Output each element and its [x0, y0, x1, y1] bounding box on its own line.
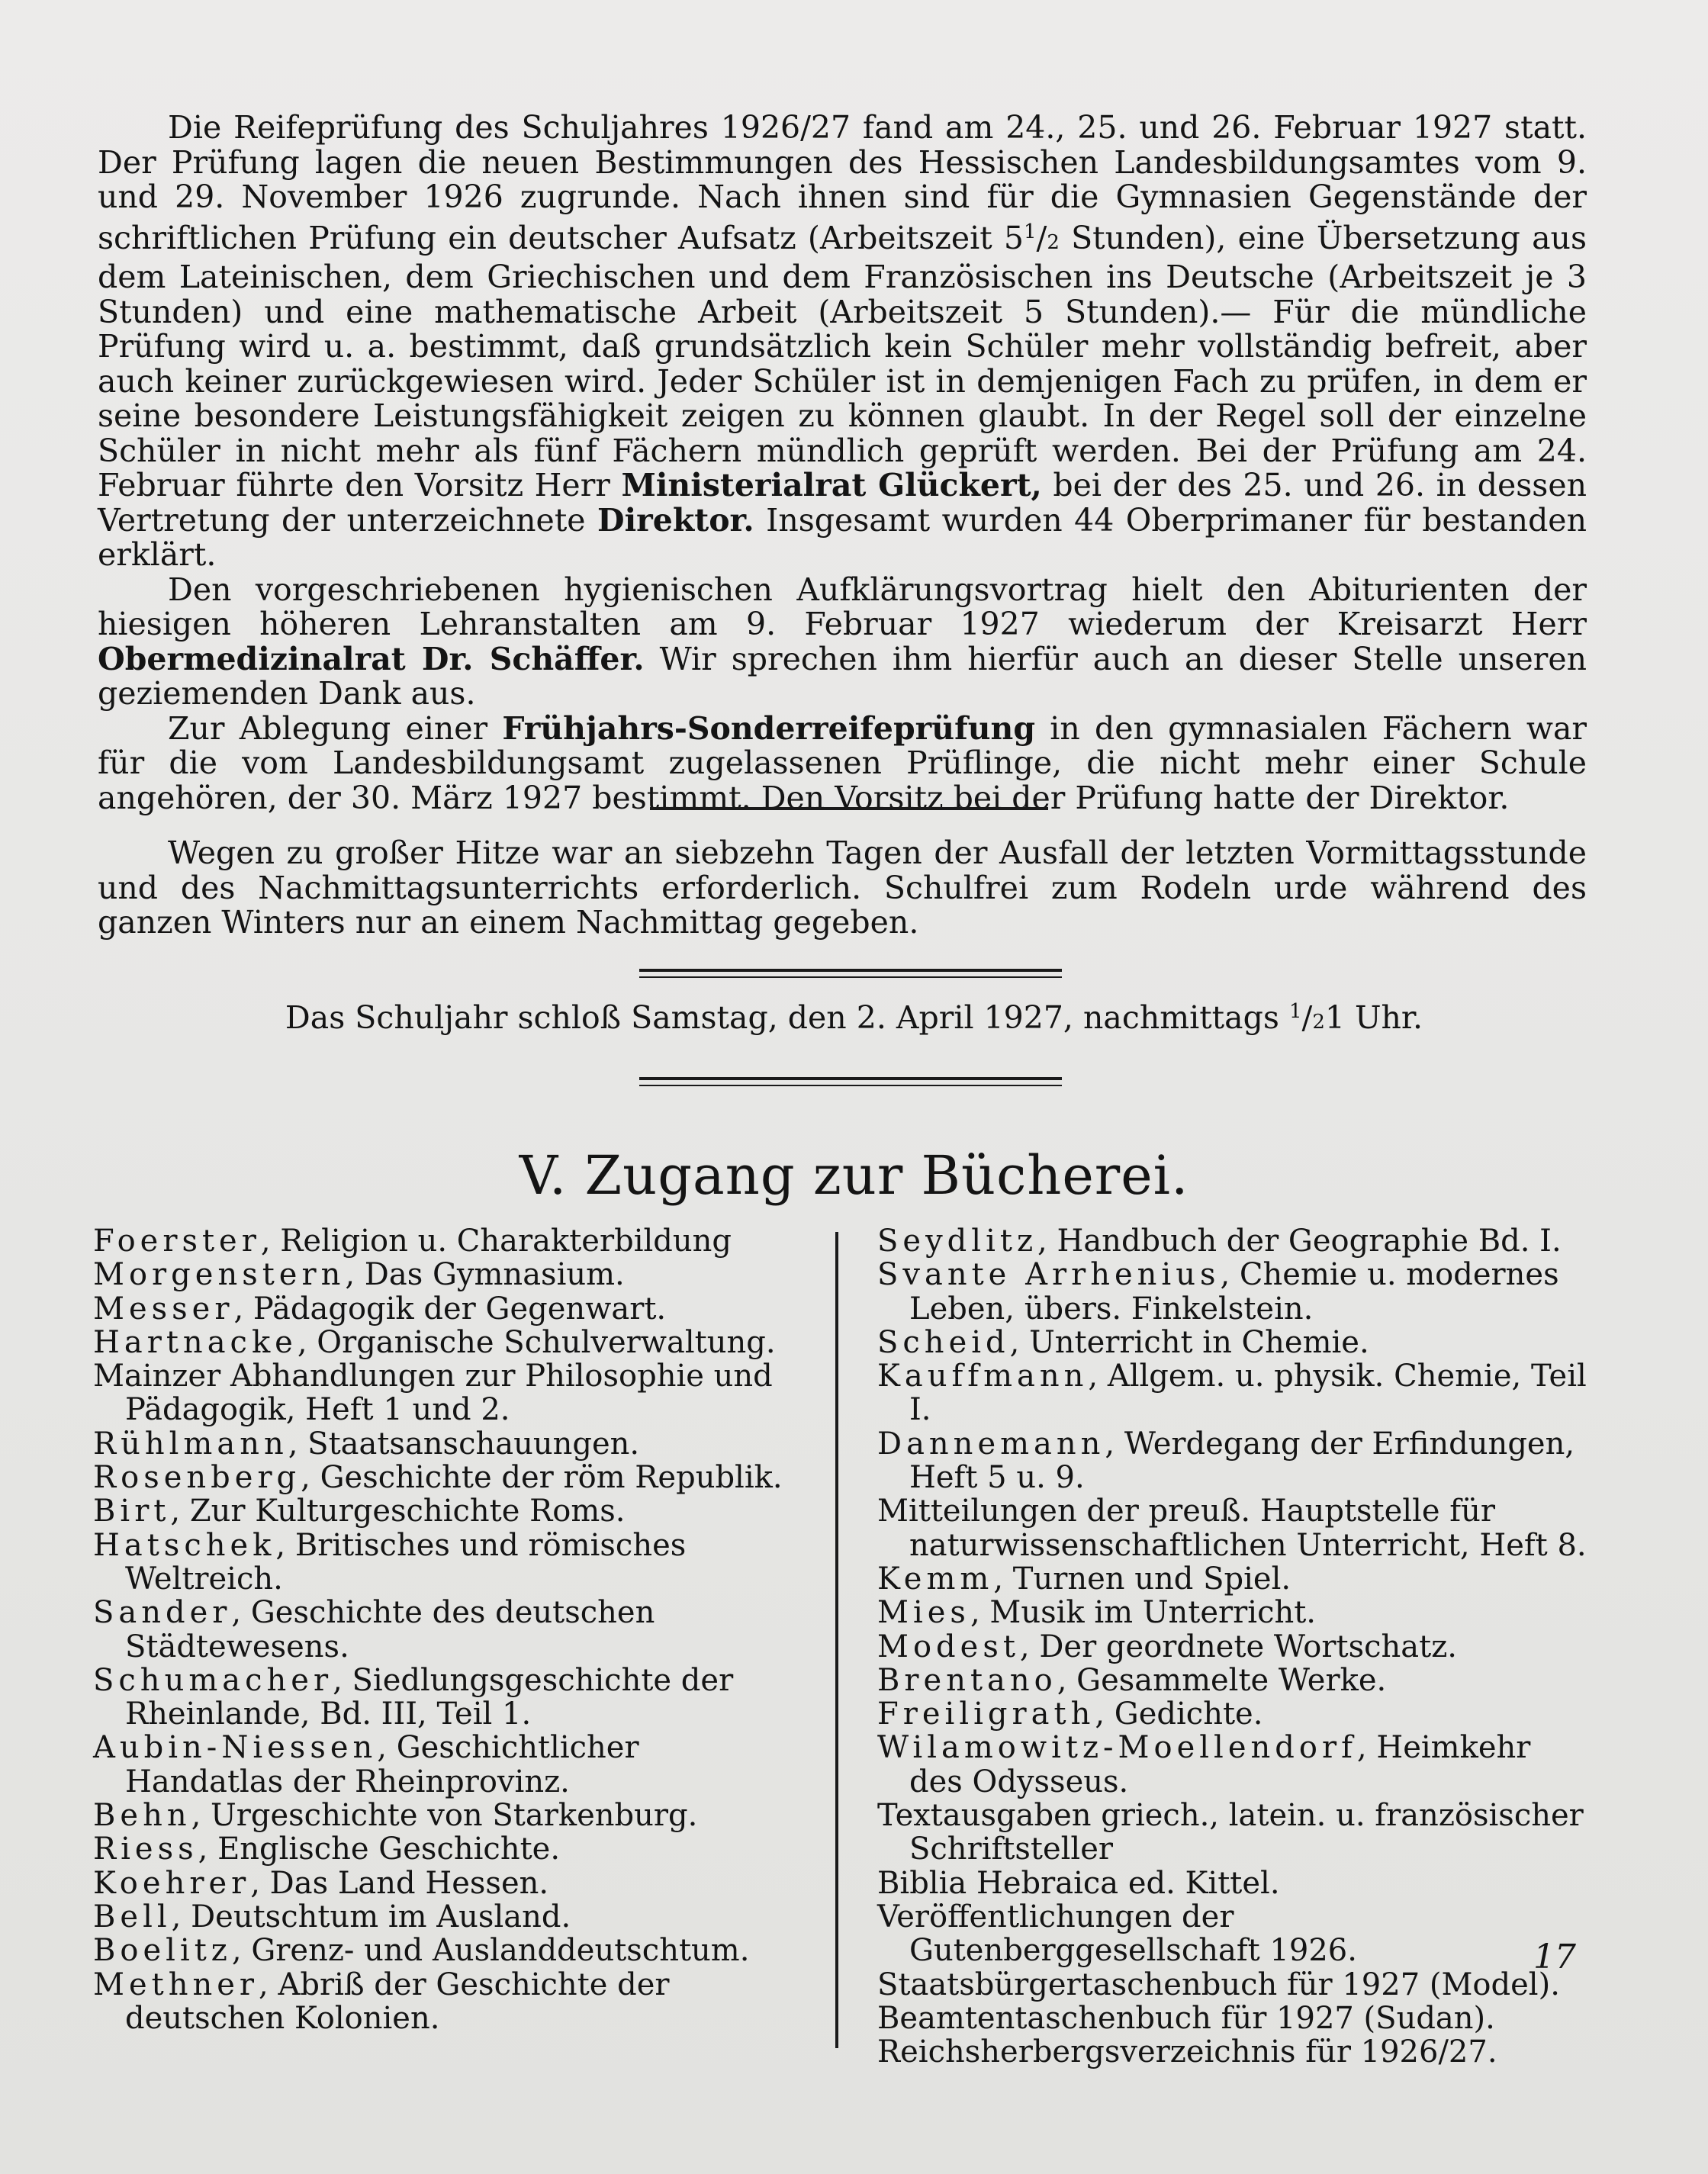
book-entry	[877, 1697, 1587, 1731]
book-title: , Gedichte.	[1095, 1696, 1263, 1732]
book-entry	[93, 1292, 795, 1326]
book-author: Methner	[93, 1967, 259, 2002]
book-title: , Musik im Unterricht.	[970, 1595, 1317, 1631]
book-title: , Unterricht in Chemie.	[1009, 1324, 1369, 1360]
book-author: Rosenberg	[93, 1460, 301, 1496]
book-entry	[877, 1799, 1587, 1867]
book-author: Aubin-Niessen	[93, 1730, 378, 1766]
book-title: , Der geordnete Wortschatz.	[1019, 1629, 1457, 1664]
term-sonderreifepruefung: Frühjahrs-Sonderreifeprüfung	[502, 709, 1035, 747]
book-author: Kemm	[877, 1561, 994, 1597]
book-author: Scheid	[877, 1324, 1010, 1360]
book-author: Svante Arrhenius	[877, 1257, 1221, 1293]
book-title: , Gesammelte Werke.	[1057, 1662, 1387, 1698]
book-title: , Britisches und römisches Weltreich.	[125, 1527, 687, 1597]
book-entry	[877, 2035, 1587, 2069]
section-divider-2	[639, 969, 1062, 972]
book-author: Koehrer	[93, 1865, 251, 1901]
book-entry	[93, 1867, 795, 1900]
book-title: , Geschichte der röm Republik.	[301, 1460, 783, 1496]
book-author: Hatschek	[93, 1527, 276, 1563]
name-obermedizinalrat: Obermedizinalrat Dr. Schäffer.	[98, 640, 645, 677]
paragraph-reifepruefung: Die Reifeprüfung des Schuljahres 1926/27 fand am 24., 25. und 26. Februar 1927 statt. Der Prüfung lagen die neuen Bestimmungen des Hessischen Landesbildungsamtes vom 9. und 29. November 1926 zugrunde. Nach ihnen sind für die Gymnasien Gegenstände der schriftlichen Prüfung ein deutscher Aufsatz (Arbeitszeit $5^1/2$ Stunden), eine Übersetzung aus dem Lateinischen, dem Griechischen und dem Französischen ins Deutsche (Arbeitszeit je 3 Stunden) und eine mathematische Arbeit (Arbeitszeit 5 Stunden).— Für die mündliche Prüfung wird u. a. bestimmt, daß grundsätzlich kein Schüler mehr vollständig befreit, aber auch keiner zurückgewiesen wird. Jeder Schüler ist in demjenigen Fach zu prüfen, in dem er seine besondere Leistungsfähigkeit zeigen zu können glaubt. In der Regel soll der einzelne Schüler in nicht mehr als fünf Fächern mündlich geprüft werden. Bei der Prüfung am 24. Februar führte den Vorsitz Herr Ministerialrat Glückert, bei der des 25. und 26. in dessen Vertretung der unterzeichnete Direktor. Insgesamt wurden 44 Oberprimaner für bestanden erklärt.	[98, 109, 1587, 573]
name-direktor: Direktor.	[597, 501, 754, 539]
text-run: Stunden), eine Übersetzung aus dem Lateinischen, dem Griechischen und dem Französischen ins Deutsche (Arbeitszeit je 3 Stunden) und eine mathematische Arbeit (Arbeitszeit 5 Stunden).— Für die mündliche Prüfung wird u. a. bestimmt, daß grundsätzlich kein Schüler mehr vollständig befreit, aber auch keiner zurückgewiesen wird. Jeder Schüler ist in demjenigen Fach zu prüfen, in dem er seine besondere Leistungsfähigkeit zeigen zu können glaubt. In der Regel soll der einzelne Schüler in nicht mehr als fünf Fächern mündlich geprüft werden. Bei der Prüfung am 24. Februar führte den Vorsitz Herr	[98, 219, 1587, 503]
book-entry	[93, 1359, 795, 1427]
section-heading: V. Zugang zur Bücherei.	[519, 1144, 1189, 1207]
book-title: , Werdegang der Erfindungen, Heft 5 u. 9.	[909, 1426, 1575, 1496]
fraction-denominator: 2	[1047, 230, 1060, 254]
section-divider-3	[639, 1077, 1062, 1080]
reifepruefung-section	[98, 111, 1587, 815]
book-entry	[877, 1900, 1587, 1968]
paragraph-ausfall: Wegen zu großer Hitze war an siebzehn Tagen der Ausfall der letzten Vormittagsstunde und des Nachmittagsunterrichts erforderlich. Schulfrei zum Rodeln urde während des ganzen Winters nur an einem Nachmittag gegeben.	[98, 835, 1587, 941]
book-entry	[877, 1326, 1587, 1359]
book-author: Seydlitz	[877, 1224, 1038, 1259]
column-divider	[835, 1232, 838, 2048]
book-entry	[877, 1359, 1587, 1427]
book-entry	[877, 1731, 1587, 1799]
book-entry	[877, 1968, 1587, 2002]
book-entry	[877, 1664, 1587, 1697]
book-author: Sander	[93, 1595, 232, 1631]
book-title: , Das Land Hessen.	[250, 1865, 549, 1901]
book-entry	[877, 1224, 1587, 1258]
book-author: Schumacher	[93, 1662, 333, 1698]
book-entry	[93, 1326, 795, 1359]
book-entry	[93, 1224, 795, 1258]
name-ministerialrat: Ministerialrat Glückert,	[621, 467, 1042, 503]
book-list-left	[93, 1224, 795, 2035]
book-entry	[877, 1562, 1587, 1596]
book-title: Beamtentaschenbuch für 1927 (Sudan).	[877, 2000, 1495, 2036]
book-entry	[93, 1900, 795, 1934]
book-title: , Heimkehr des Odysseus.	[909, 1730, 1531, 1799]
book-entry	[93, 1529, 795, 1597]
text-run: 1 Uhr.	[1324, 999, 1423, 1036]
book-author: Mies	[877, 1595, 970, 1631]
book-title: , Turnen und Spiel.	[993, 1561, 1291, 1597]
page-number: 17	[1533, 1938, 1576, 1976]
book-title: Veröffentlichungen der Gutenberggesellschaft 1926.	[877, 1899, 1357, 1969]
book-entry	[93, 1258, 795, 1291]
fraction-numerator: 1	[1024, 220, 1037, 243]
text-run: in den gymnasialen Fächern war für die vom Landesbildungsamt zugelassenen Prüflinge, die nicht mehr einer Schule angehören, der 30. März 1927 bestimmt. Den Vorsitz bei der Prüfung hatte der Direktor.	[98, 709, 1587, 816]
book-title: Staatsbürgertaschenbuch für 1927 (Model).	[877, 1967, 1560, 2002]
book-title: , Siedlungsgeschichte der Rheinlande, Bd. III, Teil 1.	[125, 1662, 734, 1732]
book-title: , Pädagogik der Gegenwart.	[233, 1291, 667, 1327]
book-title: , Das Gymnasium.	[345, 1257, 625, 1293]
book-entry	[93, 1427, 795, 1461]
book-title: Mitteilungen der preuß. Hauptstelle für naturwissenschaftlichen Unterricht, Heft 8.	[877, 1494, 1587, 1563]
text-run: Die Reifeprüfung des Schuljahres 1926/27 fand am 24., 25. und 26. Februar 1927 statt. Der Prüfung lagen die neuen Bestimmungen des Hessischen Landesbildungsamtes vom 9. und 29. November 1926 zugrunde. Nach ihnen sind für die Gymnasien Gegenstände der schriftlichen Prüfung ein deutscher Aufsatz (Arbeitszeit 5	[98, 109, 1587, 256]
ausfall-section	[98, 836, 1587, 941]
text-run: Zur Ablegung einer	[168, 709, 503, 747]
book-author: Boelitz	[93, 1933, 232, 1969]
book-title: , Chemie u. modernes Leben, übers. Finkelstein.	[909, 1257, 1559, 1327]
text-run: Das Schuljahr schloß Samstag, den 2. April 1927, nachmittags	[285, 999, 1289, 1036]
book-title: , Deutschtum im Ausland.	[171, 1899, 571, 1934]
text-run: Wir sprechen ihm hierfür auch an dieser Stelle unseren geziemenden Dank aus.	[98, 640, 1587, 712]
closing-line: Das Schuljahr schloß Samstag, den 2. April 1927, nachmittags $^1$/21 Uhr.	[285, 999, 1423, 1036]
book-title: , Geschichtlicher Handatlas der Rheinprovinz.	[125, 1730, 639, 1799]
book-author: Dannemann	[877, 1426, 1105, 1462]
book-entry	[93, 1832, 795, 1866]
book-author: Kauffmann	[877, 1359, 1089, 1394]
book-entry	[877, 1867, 1587, 1900]
book-title: Mainzer Abhandlungen zur Philosophie und Pädagogik, Heft 1 und 2.	[93, 1359, 773, 1428]
text-run: bei der des 25. und 26. in dessen Vertretung der unterzeichnete	[98, 467, 1587, 539]
book-entry	[877, 1427, 1587, 1495]
book-author: Modest	[877, 1629, 1020, 1664]
book-author: Rühlmann	[93, 1426, 288, 1462]
book-author: Bell	[93, 1899, 172, 1934]
book-author: Freiligrath	[877, 1696, 1095, 1732]
book-author: Behn	[93, 1798, 191, 1834]
book-author: Messer	[93, 1291, 234, 1327]
book-author: Foerster	[93, 1224, 261, 1259]
book-title: , Abriß der Geschichte der deutschen Kolonien.	[125, 1967, 670, 2036]
book-title: , Staatsanschauungen.	[288, 1426, 640, 1462]
book-entry	[93, 1494, 795, 1528]
book-title: , Allgem. u. physik. Chemie, Teil I.	[909, 1359, 1587, 1428]
fraction-denominator: 2	[1312, 1011, 1325, 1034]
book-author: Birt	[93, 1494, 171, 1529]
book-title: Textausgaben griech., latein. u. französischer Schriftsteller	[877, 1798, 1584, 1867]
book-entry	[93, 1934, 795, 1967]
book-author: Hartnacke	[93, 1324, 298, 1360]
book-entry	[877, 1630, 1587, 1664]
book-entry	[93, 1596, 795, 1664]
book-entry	[93, 1461, 795, 1494]
book-title: , Zur Kulturgeschichte Roms.	[170, 1494, 626, 1529]
paragraph-aufklaerung	[98, 573, 1587, 712]
book-entry	[877, 2002, 1587, 2035]
book-author: Riess	[93, 1831, 198, 1867]
book-title: , Grenz- und Auslanddeutschtum.	[231, 1933, 750, 1969]
text-run: Insgesamt wurden 44 Oberprimaner für bestanden erklärt.	[98, 501, 1587, 573]
book-entry	[93, 1799, 795, 1832]
book-list-right	[877, 1224, 1587, 2069]
book-entry	[877, 1494, 1587, 1562]
book-title: Biblia Hebraica ed. Kittel.	[877, 1865, 1280, 1901]
book-entry	[877, 1258, 1587, 1326]
book-title: , Handbuch der Geographie Bd. I.	[1037, 1224, 1562, 1259]
section-divider-1	[650, 807, 1048, 810]
book-title: Reichsherbergsverzeichnis für 1926/27.	[877, 2034, 1497, 2070]
book-title: , Urgeschichte von Starkenburg.	[191, 1798, 698, 1834]
book-author: Brentano	[877, 1662, 1057, 1698]
book-entry	[93, 1731, 795, 1799]
book-title: , Religion u. Charakterbildung	[260, 1224, 732, 1259]
fraction-numerator: 1	[1288, 1000, 1302, 1023]
paragraph-sonderreifepruefung	[98, 709, 1587, 816]
book-author: Wilamowitz-Moellendorf	[877, 1730, 1357, 1766]
book-title: , Geschichte des deutschen Städtewesens.	[125, 1595, 655, 1664]
book-entry	[877, 1596, 1587, 1629]
book-title: , Englische Geschichte.	[198, 1831, 561, 1867]
book-entry	[93, 1968, 795, 2036]
text-run: Den vorgeschriebenen hygienischen Aufklärungsvortrag hielt den Abiturienten der hiesigen höheren Lehranstalten am 9. Februar 1927 wiederum der Kreisarzt Herr	[98, 571, 1587, 642]
book-title: , Organische Schulverwaltung.	[297, 1324, 776, 1360]
book-entry	[93, 1664, 795, 1732]
book-author: Morgenstern	[93, 1257, 346, 1293]
